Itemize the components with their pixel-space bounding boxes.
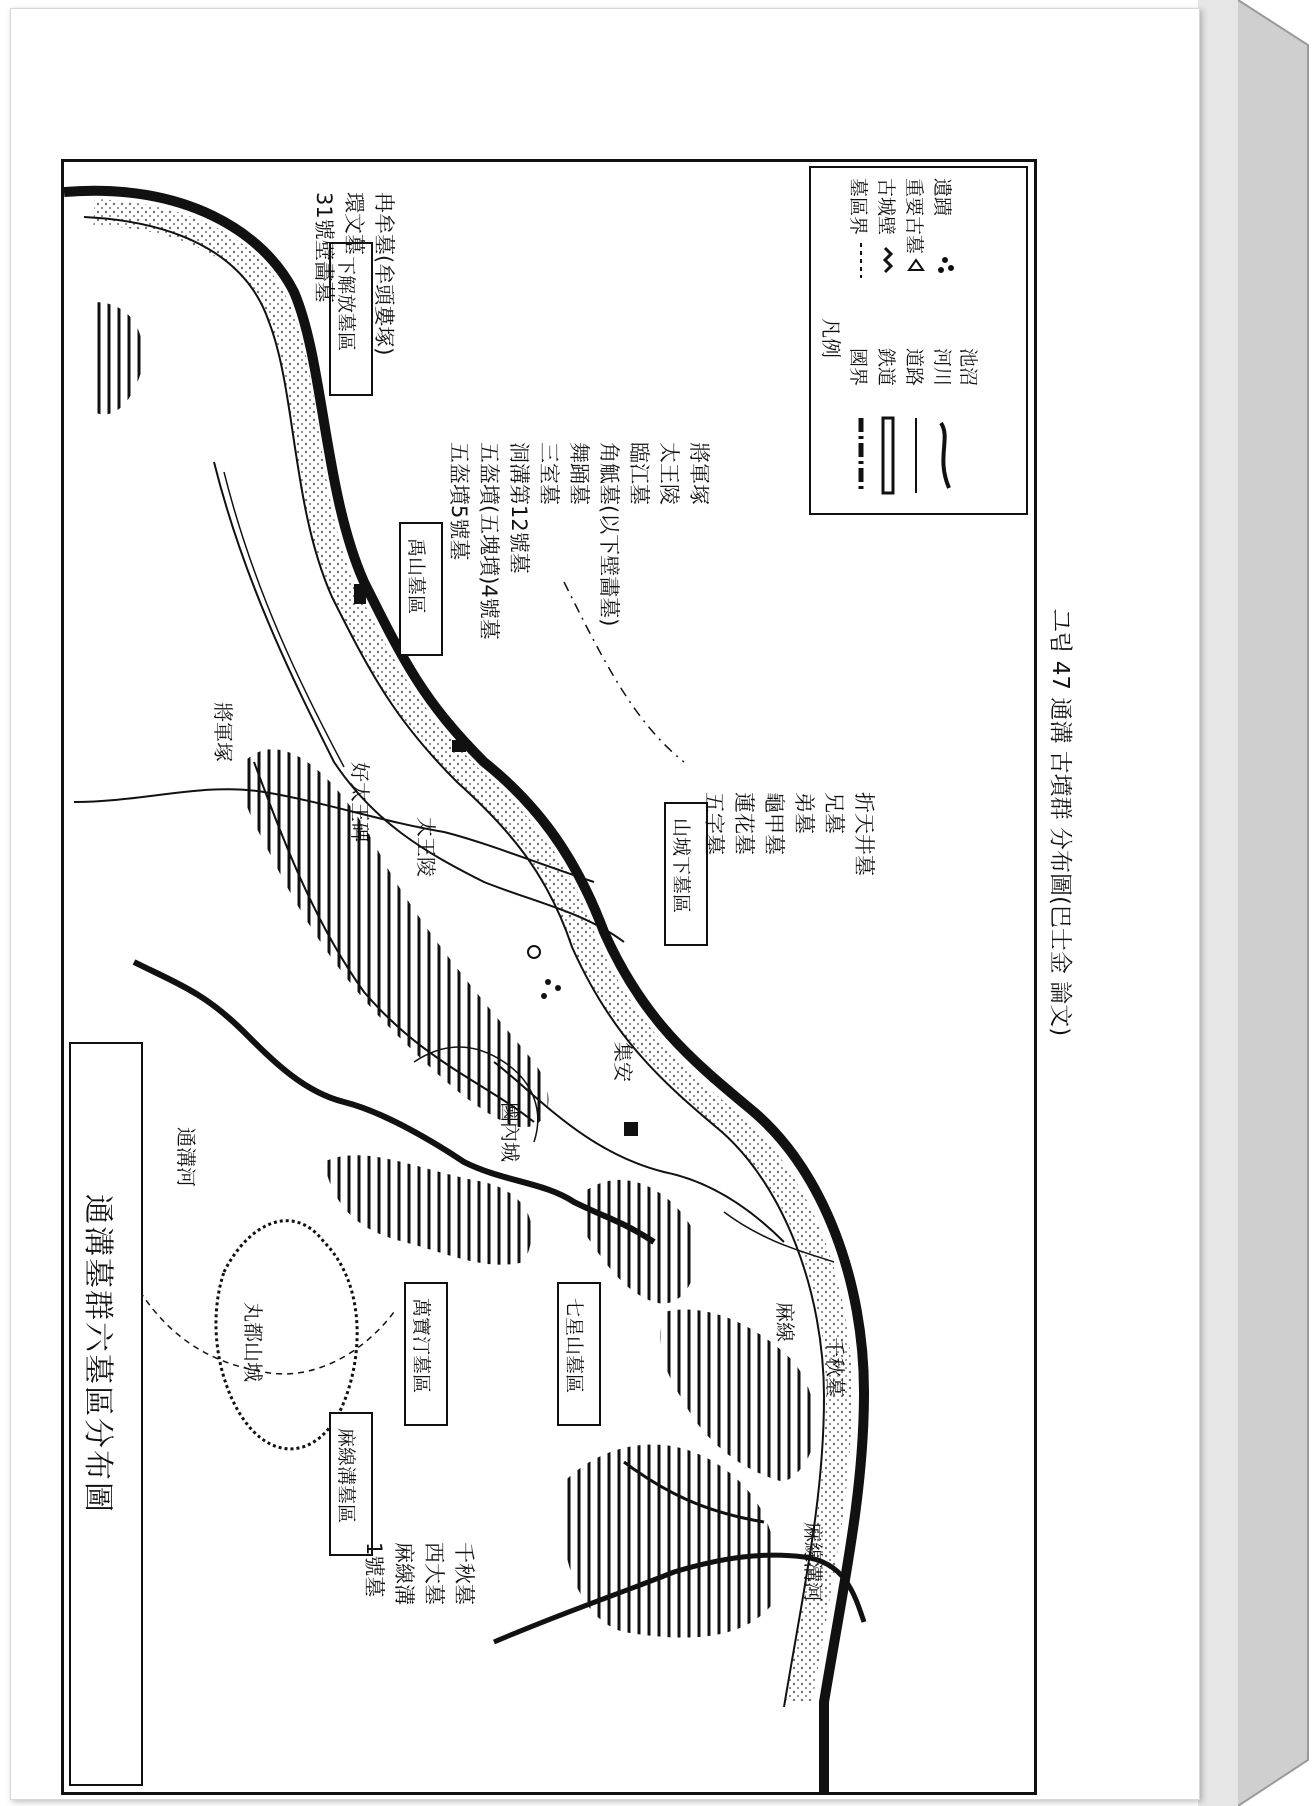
label-wandushancheng: 丸都山城	[241, 1302, 265, 1382]
district-box-qixingshan: 七星山墓區	[557, 1282, 601, 1426]
legend-title: 凡例	[819, 318, 843, 358]
label-haotaiwangbei: 好太王碑	[348, 762, 372, 842]
list-shanchengxia: 折天井墓 兄墓 弟墓 龜甲墓 蓮花墓 五字墓	[702, 792, 876, 876]
legend-label-pond: 池沼	[957, 348, 979, 387]
district-box-yushan: 禹山墓區	[399, 522, 443, 656]
legend-label-ruins: 遺蹟	[931, 178, 953, 217]
legend-label-ancient-wall: 古城壁	[875, 178, 897, 236]
label-qianqiumu: 千秋墓	[823, 1337, 847, 1397]
label-guoneicheng: 國內城	[498, 1102, 522, 1162]
legend-label-district-boundary: 墓區界	[847, 178, 869, 236]
label-tonggouhe: 通溝河	[174, 1127, 198, 1187]
label-jian: 集安	[611, 1042, 635, 1082]
map-legend	[809, 166, 1028, 515]
legend-label-road: 道路	[903, 348, 925, 387]
district-box-wanbaoting: 萬寶汀墓區	[404, 1282, 448, 1426]
figure-caption: 그림 47 通溝 古墳群 分布圖(巴士金 論文)	[1047, 609, 1073, 1037]
list-yushan: 將軍塚 太王陵 臨江墓 角觝墓(以下壁畵墓) 舞踊墓 三室墓 洞溝第12號墓 五盔墳(五塊墳)4號墓 五盔墳5號墓	[447, 442, 711, 640]
map-title: 通溝墓群六墓區分布圖	[80, 1194, 115, 1514]
hatch-maxiangou	[562, 1445, 776, 1638]
legend-label-national-border: 國界	[847, 348, 869, 387]
page-stack-edge	[1198, 0, 1313, 1806]
ruins-symbol	[938, 257, 954, 273]
district-box-xiajiefang: 下解放墓區	[329, 242, 373, 396]
label-maxian: 麻線	[773, 1302, 797, 1342]
railway-symbol	[883, 418, 893, 493]
map-title-box	[69, 1042, 143, 1786]
list-xiajiefang: 冉牟墓(牟頭婁塚) 環文墓 31號壁畵墓	[312, 192, 396, 356]
legend-label-railway: 鉄道	[875, 348, 897, 387]
book-page	[10, 8, 1200, 1800]
river-symbol	[941, 423, 949, 488]
hatch-wanbaoting	[324, 1155, 532, 1264]
pond-marker	[528, 946, 540, 958]
label-jiangjunzhong: 將軍塚	[211, 702, 235, 762]
list-maxiangou: 千秋墓 西大墓 麻線溝 1號墓	[362, 1542, 476, 1605]
label-taiwangling: 太王陵	[414, 817, 438, 877]
label-maxiangouhe: 麻線溝河	[801, 1522, 825, 1602]
map-frame	[61, 159, 1037, 1795]
ancient-wall-symbol	[885, 248, 891, 272]
district-box-shanchengxia: 山城下墓區	[664, 802, 708, 946]
legend-label-river: 河川	[931, 348, 953, 387]
district-box-maxiangou: 麻線溝墓區	[329, 1412, 373, 1556]
guonei-city-marker	[624, 1122, 638, 1136]
legend-label-important-tomb: 重要古墓	[903, 178, 925, 255]
important-tomb-symbol	[909, 260, 923, 270]
